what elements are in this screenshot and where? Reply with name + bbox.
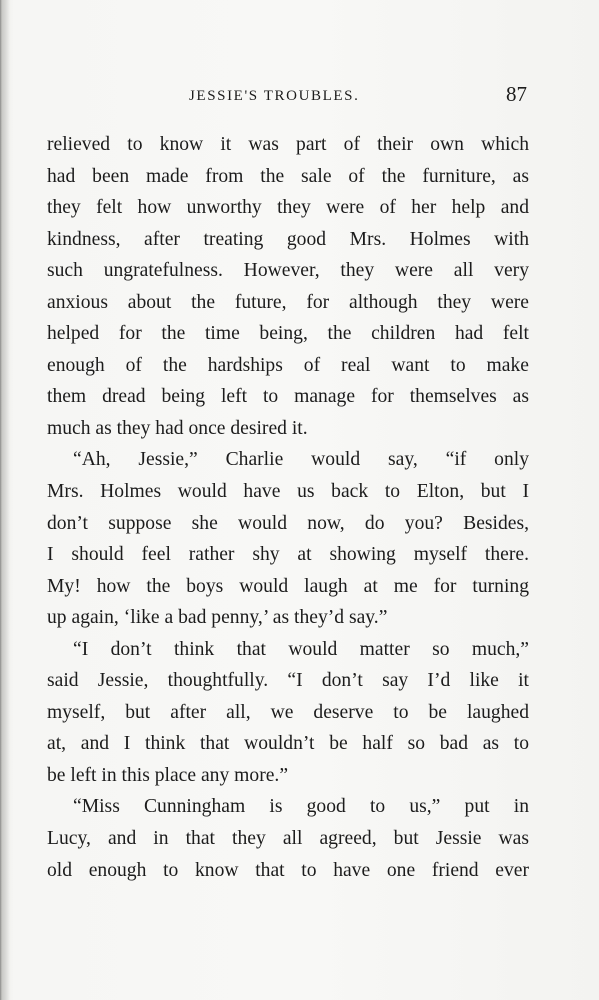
text-line: “I don’t think that would matter so much,” [73, 638, 529, 660]
page-header [47, 82, 527, 110]
text-line: had been made from the sale of the furniture, as [47, 165, 529, 187]
text-line: I should feel rather shy at showing myself there. [47, 544, 529, 566]
page-binding-shadow [0, 0, 10, 1000]
text-line: they felt how unworthy they were of her help and [47, 197, 529, 219]
text-line: Mrs. Holmes would have us back to Elton, but I [47, 481, 529, 503]
text-line: be left in this place any more.” [47, 764, 289, 786]
text-line: anxious about the future, for although they were [47, 291, 529, 313]
text-line: My! how the boys would laugh at me for turning [47, 575, 529, 597]
text-line: up again, ‘like a bad penny,’ as they’d say.” [47, 607, 388, 629]
text-line: said Jessie, thoughtfully. “I don’t say I’d like it [47, 670, 529, 692]
text-line: them dread being left to manage for themselves as [47, 386, 529, 408]
text-line: much as they had once desired it. [47, 417, 308, 439]
text-line: Lucy, and in that they all agreed, but Jessie was [47, 828, 529, 850]
text-line: “Ah, Jessie,” Charlie would say, “if only [73, 449, 529, 471]
text-line: myself, but after all, we deserve to be laughed [47, 701, 529, 723]
page-number: 87 [506, 82, 527, 106]
text-line: at, and I think that wouldn’t be half so bad as to [47, 733, 529, 755]
text-line: kindness, after treating good Mrs. Holmes with [47, 228, 529, 250]
text-line: old enough to know that to have one friend ever [47, 859, 529, 881]
text-line: helped for the time being, the children had felt [47, 323, 529, 345]
text-line: “Miss Cunningham is good to us,” put in [73, 796, 529, 818]
text-line: relieved to know it was part of their own which [47, 134, 529, 155]
text-line: enough of the hardships of real want to make [47, 354, 529, 376]
running-title: JESSIE'S TROUBLES. [189, 88, 360, 104]
body-text [47, 129, 529, 886]
text-line: don’t suppose she would now, do you? Besides, [47, 512, 529, 534]
text-line: such ungratefulness. However, they were all very [47, 260, 529, 282]
